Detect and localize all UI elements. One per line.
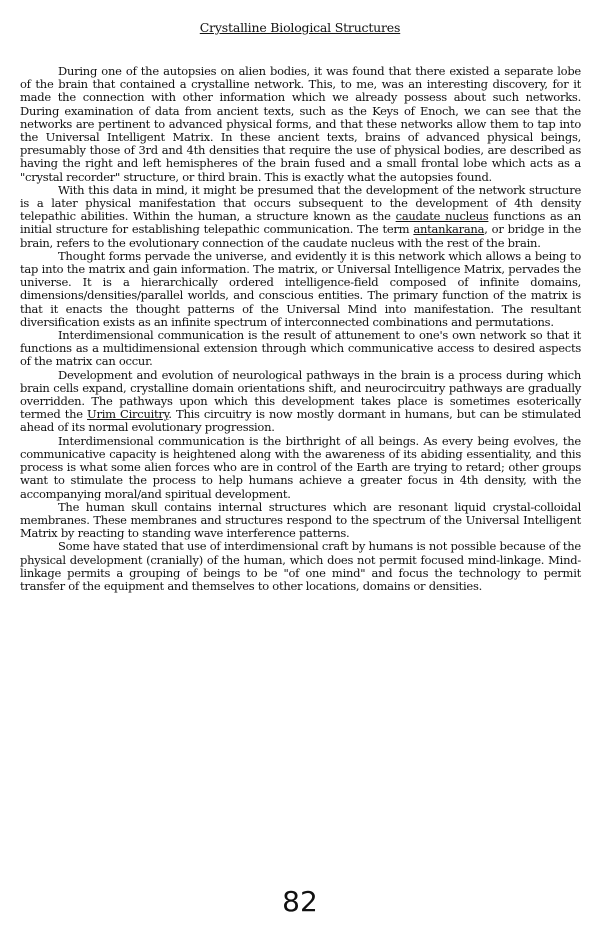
term-caudate-nucleus: caudate nucleus [395,209,489,224]
paragraph-8: Some have stated that use of interdimensional craft by humans is not possible because of the physical development (cranially) of the human, which does not permit focused mind-linkage. Mind-linkage permits a grouping of beings to be "of one mind" and focus the technology to permit transfer of the equipment and themselves to other locations, domains or densities. [20,539,581,593]
page-title: Crystalline Biological Structures [199,20,401,35]
paragraph-2 [20,184,581,250]
body-text [20,65,581,593]
paragraph-5-part-1: Development and evolution of neurological pathways in the brain is a process during which brain cells expand, crystalline domain orientations shift, and neurocircuitry pathways are gradually overridden. The pathways upon which this development takes place is sometimes esoterically termed the [20,367,581,422]
paragraph-2-part-2: functions as an initial structure for establishing telepathic communication. The term [20,209,581,237]
paragraph-3: Thought forms pervade the universe, and evidently it is this network which allows a being to tap into the matrix and gain information. The matrix, or Universal Intelligence Matrix, pervades the universe. It is a hierarchically ordered intelligence-field composed of infinite domains, dimensions/densities/parallel worlds, and conscious entities. The primary function of the matrix is that it enacts the thought patterns of the Universal Mind into manifestation. The resultant diversification exists as an infinite spectrum of interconnected combinations and permutations. [20,248,581,329]
term-antankarana: antankarana [413,222,485,237]
paragraph-2-part-3: , or bridge in the brain, refers to the evolutionary connection of the caudate nucleus with the rest of the brain. [20,222,582,250]
term-urim-circuitry: Urim Circuitry [87,407,169,422]
paragraph-6: Interdimensional communication is the birthright of all beings. As every being evolves, the communicative capacity is heightened along with the awareness of its abiding essentiality, and this process is what some alien forces who are in control of the Earth are trying to retard; other groups want to stimulate the process to help humans achieve a greater focus in 4th density, with the accompanying moral/and spiritual development. [20,433,581,501]
paragraph-7: The human skull contains internal structures which are resonant liquid crystal-colloidal membranes. These membranes and structures respond to the spectrum of the Universal Intelligent Matrix by reacting to standing wave interference patterns. [20,499,581,541]
page-number: 82 [282,885,318,918]
paragraph-4: Interdimensional communication is the result of attunement to one's own network so that it functions as a multidimensional extension through which communicative access to desired aspects of the matrix can occur. [20,328,581,369]
paragraph-1: During one of the autopsies on alien bodies, it was found that there existed a separate lobe of the brain that contained a crystalline network. This, to me, was an interesting discovery, for it made the connection with other information which we already possess about such networks. During examination of data from ancient texts, such as the Keys of Enoch, we can see that the networks are pertinent to advanced physical forms, and that these networks allow them to tap into the Universal Intelligent Matrix. In these ancient texts, brains of advanced physical beings, presumably those of 3rd and 4th densities that require the use of physical bodies, are described as having the right and left hemispheres of the brain fused and a small frontal lobe which acts as a "crystal recorder" structure, or third brain. This is exactly what the autopsies found. [20,64,581,184]
paragraph-5-part-2: . This circuitry is now mostly dormant in humans, but can be stimulated ahead of its normal evolutionary progression. [20,407,581,435]
paragraph-5 [20,369,581,435]
paragraph-2-part-1: With this data in mind, it might be presumed that the development of the network structure is a later physical manifestation that occurs subsequent to the development of 4th density telepathic abilities. Within the human, a structure known as the [20,182,581,224]
